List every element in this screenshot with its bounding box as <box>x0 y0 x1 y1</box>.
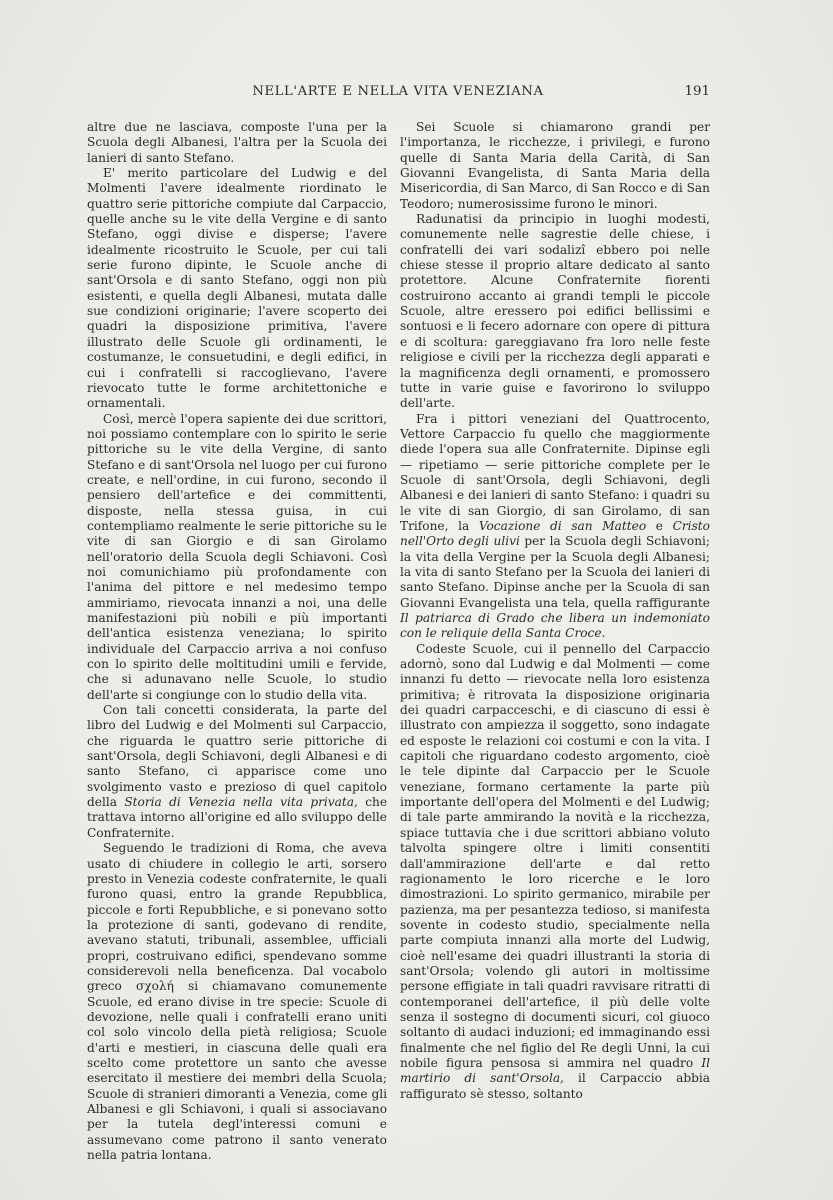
text-run: Seguendo le tradizioni di Roma, che aveva usato di chiudere in collegio le arti, sorsero presto in Venezia codeste confraternite, le quali furono quasi, entro la grande Repubblica, piccole e forti Repubbliche, e si ponevano sotto la protezione di santi, godevano di rendite, avevano statuti, tribunali, assemblee, ufficiali propri, costruivano edifici, spendevano somme considerevoli nella beneficenza. Dal vocabolo greco <box>87 841 387 994</box>
paragraph <box>87 703 387 841</box>
text-run: Codeste Scuole, cui il pennello del Carpaccio adornò, sono dal Ludwig e dal Molmenti — come innanzi fu detto — rievocate nella loro esistenza primitiva; è ritrovata la disposizione originaria dei quadri carpacceschi, e di ciascuno di essi è illustrato con ampiezza il soggetto, sono indagate ed esposte le relazioni coi costumi e con la vita. I capitoli che riguardano codesto argomento, cioè le tele dipinte dal Carpaccio per le Scuole veneziane, formano certamente la parte più importante dell'opera del Molmenti e del Ludwig; di tale parte ammirando la novità e la ricchezza, spiace tuttavia che i due scrittori abbiano voluto talvolta spingere oltre i limiti consentiti dall'ammirazione dell'arte e dal retto ragionamento le loro ricerche e le loro dimostrazioni. Lo spirito germanico, mirabile per pazienza, ma per pesantezza tedioso, si manifesta sovente in codesto studio, specialmente nella parte compiuta innanzi alla morte del Ludwig, cioè nell'esame dei quadri illustranti la storia di sant'Orsola; volendo gli autori in moltissime persone effigiate in tali quadri ravvisare ritratti di contemporanei dell'artefice, il più delle volte senza il sostegno di documenti sicuri, col giuoco soltanto di audaci induzioni; ed immaginando essi finalmente che nel figlio del Re degli Unni, la cui nobile figura pensosa si ammira nel quadro <box>400 641 710 1070</box>
paragraph <box>400 642 710 1102</box>
artwork-title: Il martirio di sant'Orsola, <box>400 1055 710 1086</box>
page-header <box>86 84 710 104</box>
paragraph: Radunatisi da principio in luoghi modesti, comunemente nelle sagrestie delle chiese, i confratelli dei vari sodalizî ebbero poi nelle chiese stesse il proprio altare dedicato al santo protettore. Alcune Confraternite fiorenti costruirono accanto ai grandi templi le piccole Scuole, altre eressero poi edifici bellissimi e sontuosi e li fecero adornare con opere di pittura e di scoltura: gareggiavano fra loro nelle feste religiose e civili per la ricchezza degli apparati e la magnificenza degli ornamenti, e promossero tutte in varie guise e favorirono lo sviluppo dell'arte. <box>400 212 710 411</box>
greek-word: σχολή <box>135 979 174 994</box>
paragraph <box>400 412 710 642</box>
page-number: 191 <box>684 84 710 99</box>
book-title: Storia di Venezia nella vita privata, <box>124 795 358 810</box>
text-run: Fra i pittori veneziani del Quattrocento, Vettore Carpaccio fu quello che maggiormente diede l'opera sua alle Confraternite. Dipinse egli — ripetiamo — serie pittoriche complete per le Scuole di sant'Orsola, degli Schiavoni, degli Albanesi e dei lanieri di santo Stefano: i quadri su le vite di san Giorgio, di san Girolamo, di san Trifone, la <box>400 411 710 533</box>
text-run: per la Scuola degli Schiavoni; la vita della Vergine per la Scuola degli Albanesi; la vita di santo Stefano per la Scuola dei lanieri di santo Stefano. Dipinse anche per la Scuola di san Giovanni Evangelista una tela, quella raffigurante <box>400 534 711 610</box>
paragraph <box>87 841 387 1163</box>
artwork-title: Vocazione di san Matteo <box>478 518 647 533</box>
text-run: che trattava intorno all'origine ed allo sviluppo delle Confraternite. <box>87 795 388 840</box>
text-run: il Carpaccio abbia raffigurato sè stesso, soltanto <box>400 1071 710 1101</box>
right-column <box>400 120 710 1102</box>
text-run: Con tali concetti considerata, la parte del libro del Ludwig e del Molmenti sul Carpaccio, che riguarda le quattro serie pittoriche di sant'Orsola, degli Schiavoni, degli Albanesi e di santo Stefano, ci apparisce come uno svolgimento vasto e prezioso di quel capitolo della <box>87 703 387 810</box>
paragraph: Sei Scuole si chiamarono grandi per l'importanza, le ricchezze, i privilegi, e furono quelle di Santa Maria della Carità, di San Giovanni Evangelista, di Santa Maria della Misericordia, di San Marco, di San Rocco e di San Teodoro; numerosissime furono le minori. <box>400 120 710 211</box>
text-run: e <box>646 518 673 533</box>
paragraph: altre due ne lasciava, composte l'una per la Scuola degli Albanesi, l'altra per la Scuola dei lanieri di santo Stefano. <box>87 120 387 165</box>
paragraph: E' merito particolare del Ludwig e del Molmenti l'avere idealmente riordinato le quattro serie pittoriche compiute dal Carpaccio, quelle anche su le vite della Vergine e di santo Stefano, oggi divise e disperse; l'avere idealmente ricostruito le Scuole, per cui tali serie furono dipinte, le Scuole anche di sant'Orsola e di santo Stefano, oggi non più esistenti, e quella degli Albanesi, mutata dalle sue condizioni originarie; l'avere scoperto dei quadri la disposizione primitiva, l'avere illustrato delle Scuole gli ordinamenti, le costumanze, le consuetudini, e degli edifici, in cui i confratelli si raccoglievano, l'avere rievocato tutte le forme architettoniche e ornamentali. <box>87 166 387 411</box>
text-run: si chiamavano comunemente Scuole, ed erano divise in tre specie: Scuole di devozione, nelle quali i confratelli erano uniti col solo vincolo della pietà religiosa; Scuole d'arti e mestieri, in ciascuna delle quali era scelto come protettore un santo che avesse esercitato il mestiere dei membri della Scuola; Scuole di stranieri dimoranti a Venezia, come gli Albanesi e gli Schiavoni, i quali si associavano per la tutela degl'interessi comuni e assumevano come patrono il santo venerato nella patria lontana. <box>87 979 387 1163</box>
artwork-title: Il patriarca di Grado che libera un indemoniato con le reliquie della Santa Croce. <box>400 611 710 641</box>
artwork-title: Cristo nell'Orto degli ulivi <box>400 518 710 549</box>
left-column <box>87 120 387 1163</box>
paragraph: Così, mercè l'opera sapiente dei due scrittori, noi possiamo contemplare con lo spirito le serie pittoriche su le vite della Vergine, di santo Stefano e di sant'Orsola nel luogo per cui furono create, e nell'ordine, in cui furono, secondo il pensiero dell'artefice e dei committenti, disposte, nella stessa guisa, in cui contempliamo realmente le serie pittoriche su le vite di san Giorgio e di san Girolamo nell'oratorio della Scuola degli Schiavoni. Così noi comunichiamo più profondamente con l'anima del pittore e nel medesimo tempo ammiriamo, rievocata innanzi a noi, una delle manifestazioni più nobili e più importanti dell'antica esistenza veneziana; lo spirito individuale del Carpaccio arriva a noi confuso con lo spirito delle moltitudini umili e fervide, che si adunavano nelle Scuole, lo studio dell'arte si congiunge con lo studio della vita. <box>87 411 387 702</box>
running-title: NELL'ARTE E NELLA VITA VENEZIANA <box>252 84 544 99</box>
